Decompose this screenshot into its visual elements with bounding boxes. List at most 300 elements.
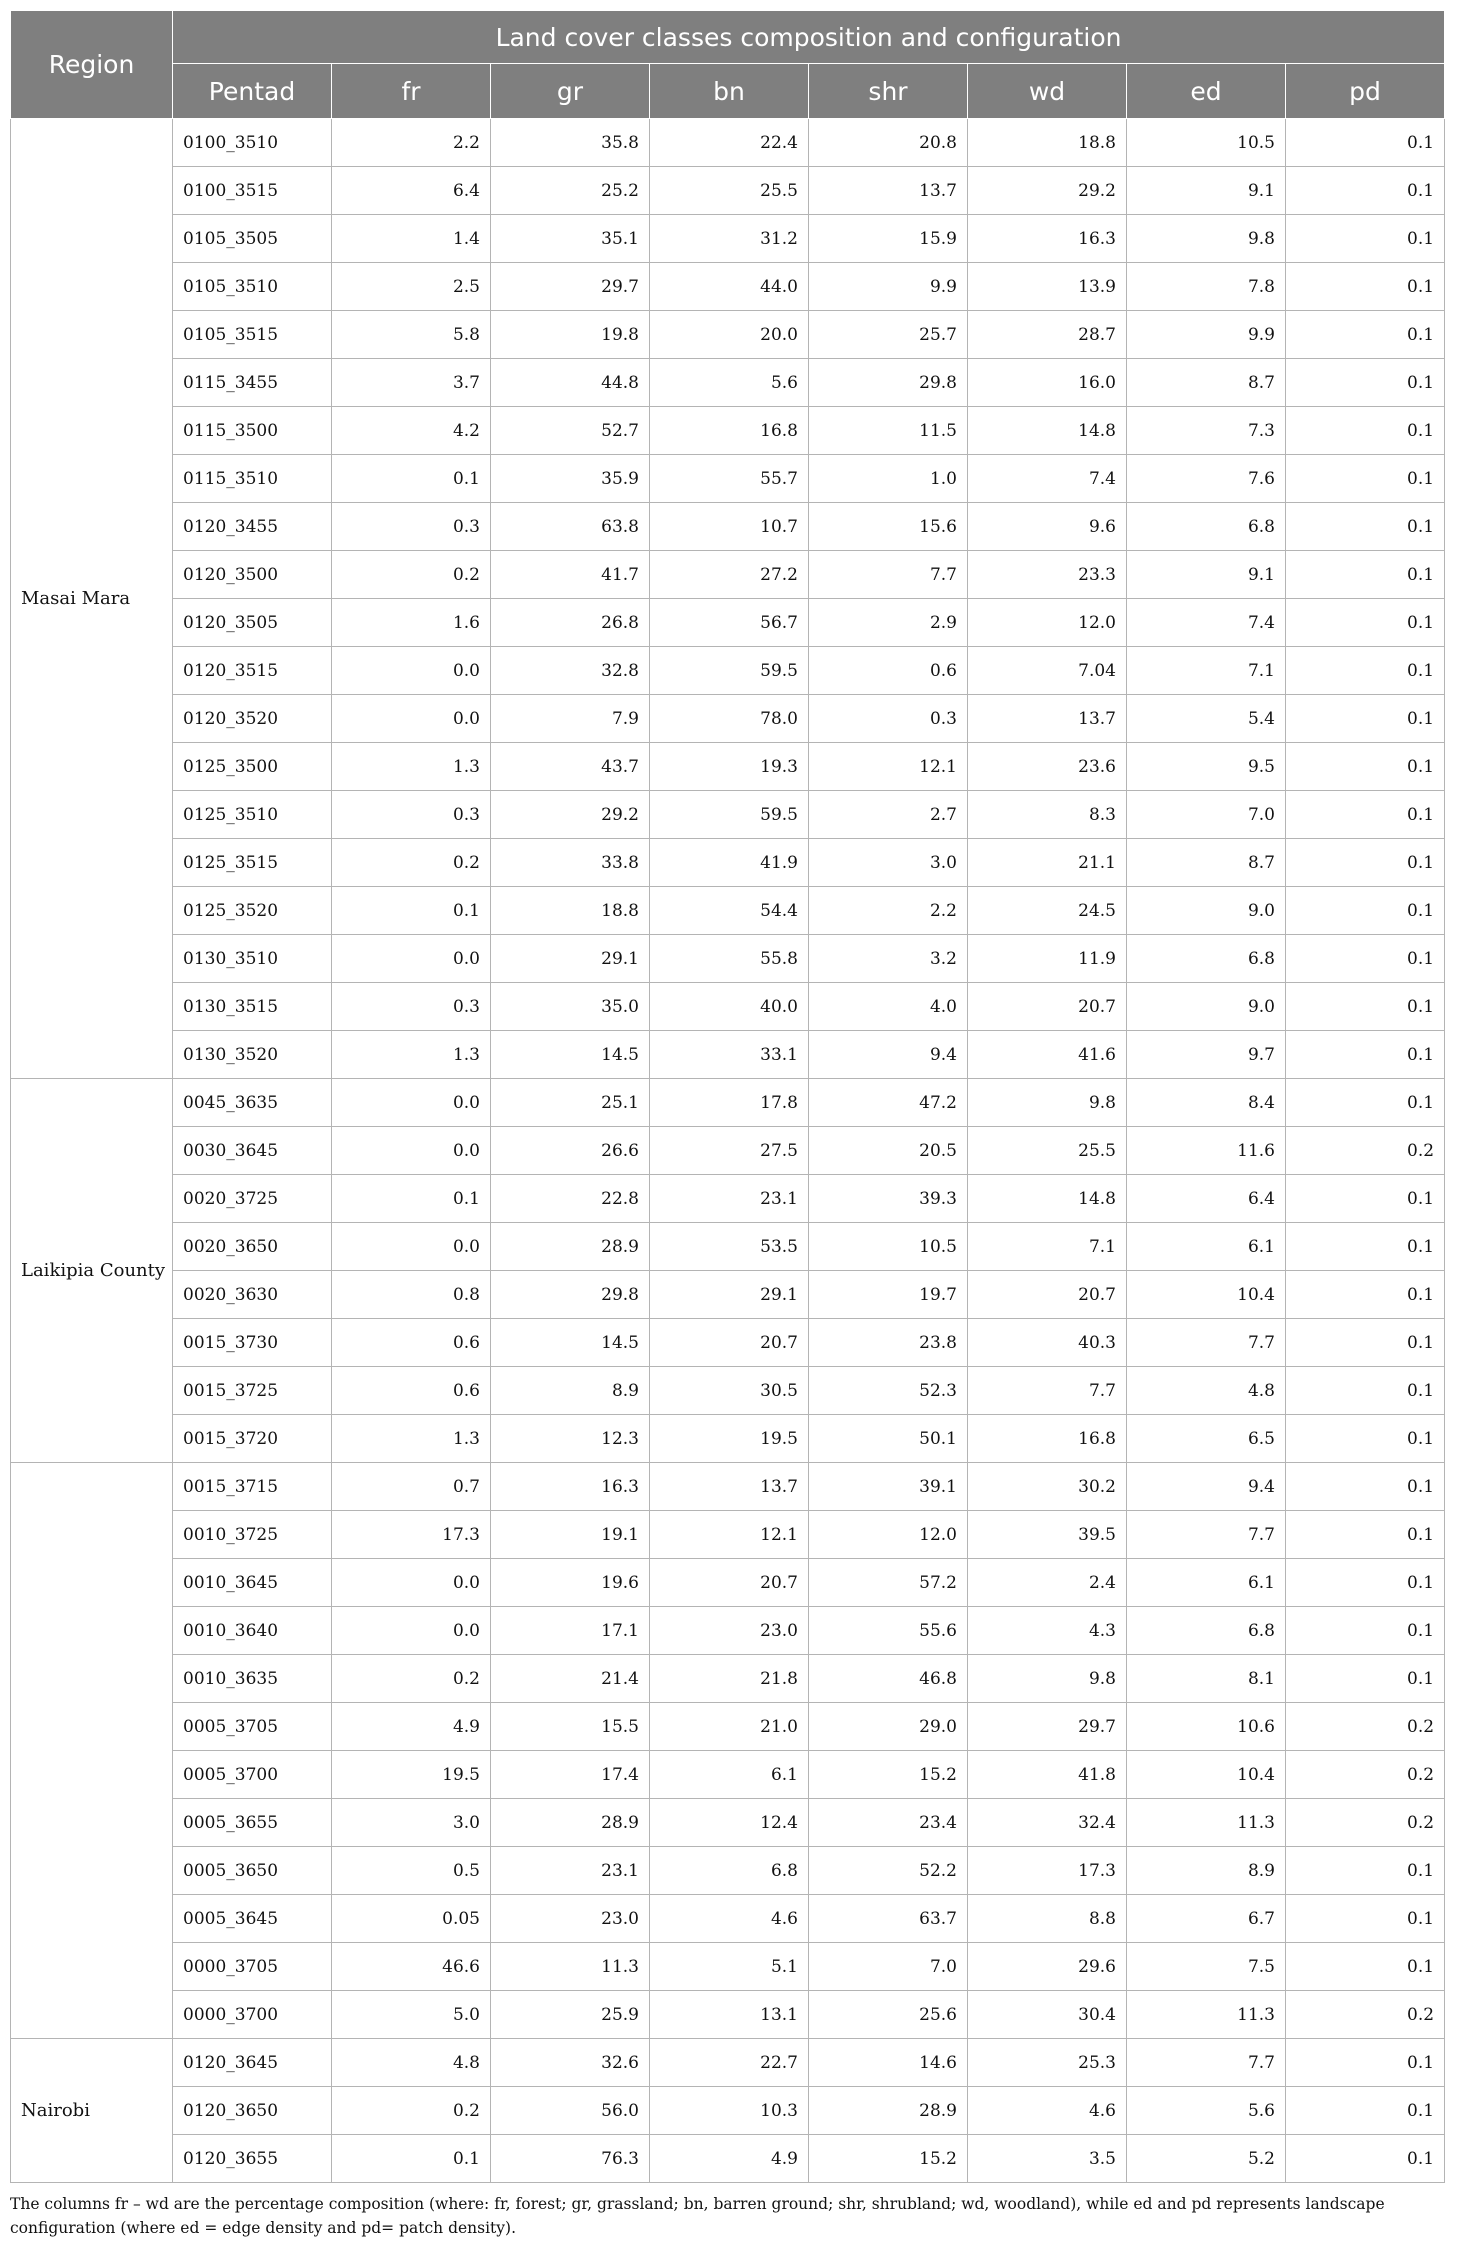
pentad-cell: 0125_3510 [173,791,332,839]
table-row [11,1607,1445,1655]
value-cell-gr: 7.9 [491,695,650,743]
value-cell-shr: 29.0 [809,1703,968,1751]
value-cell-gr: 29.7 [491,263,650,311]
pentad-cell: 0020_3725 [173,1175,332,1223]
table-row [11,2039,1445,2087]
value-cell-fr: 0.2 [332,839,491,887]
value-cell-shr: 1.0 [809,455,968,503]
pentad-cell: 0000_3705 [173,1943,332,1991]
value-cell-shr: 9.9 [809,263,968,311]
value-cell-ed: 6.7 [1127,1895,1286,1943]
value-cell-ed: 11.3 [1127,1991,1286,2039]
value-cell-shr: 20.8 [809,119,968,167]
pentad-cell: 0120_3655 [173,2135,332,2183]
value-cell-wd: 20.7 [968,983,1127,1031]
value-cell-fr: 4.8 [332,2039,491,2087]
value-cell-fr: 0.3 [332,503,491,551]
value-cell-ed: 11.6 [1127,1127,1286,1175]
value-cell-ed: 4.8 [1127,1367,1286,1415]
value-cell-wd: 17.3 [968,1847,1127,1895]
value-cell-ed: 6.4 [1127,1175,1286,1223]
value-cell-pd: 0.1 [1286,119,1445,167]
pentad-cell: 0105_3510 [173,263,332,311]
value-cell-wd: 32.4 [968,1799,1127,1847]
value-cell-bn: 13.1 [650,1991,809,2039]
value-cell-fr: 0.1 [332,455,491,503]
value-cell-ed: 7.4 [1127,599,1286,647]
value-cell-gr: 76.3 [491,2135,650,2183]
value-cell-ed: 9.1 [1127,551,1286,599]
column-header-pd: pd [1286,64,1445,119]
table-row [11,1223,1445,1271]
value-cell-fr: 5.8 [332,311,491,359]
value-cell-pd: 0.1 [1286,551,1445,599]
table-row [11,1895,1445,1943]
pentad-cell: 0005_3700 [173,1751,332,1799]
value-cell-ed: 10.4 [1127,1751,1286,1799]
value-cell-wd: 23.3 [968,551,1127,599]
table-row [11,2135,1445,2183]
value-cell-shr: 9.4 [809,1031,968,1079]
table-header [11,11,1445,119]
value-cell-fr: 0.6 [332,1367,491,1415]
column-header-gr: gr [491,64,650,119]
value-cell-bn: 6.1 [650,1751,809,1799]
value-cell-bn: 17.8 [650,1079,809,1127]
value-cell-shr: 28.9 [809,2087,968,2135]
value-cell-wd: 18.8 [968,119,1127,167]
value-cell-wd: 9.6 [968,503,1127,551]
value-cell-pd: 0.1 [1286,1943,1445,1991]
table-row [11,1991,1445,2039]
table-row [11,1175,1445,1223]
value-cell-gr: 28.9 [491,1799,650,1847]
value-cell-shr: 15.9 [809,215,968,263]
value-cell-ed: 8.4 [1127,1079,1286,1127]
value-cell-wd: 12.0 [968,599,1127,647]
value-cell-ed: 7.0 [1127,791,1286,839]
value-cell-wd: 8.8 [968,1895,1127,1943]
value-cell-gr: 17.1 [491,1607,650,1655]
value-cell-bn: 5.6 [650,359,809,407]
value-cell-fr: 17.3 [332,1511,491,1559]
table-row [11,1511,1445,1559]
value-cell-wd: 7.04 [968,647,1127,695]
value-cell-wd: 13.9 [968,263,1127,311]
pentad-cell: 0115_3455 [173,359,332,407]
value-cell-pd: 0.1 [1286,1271,1445,1319]
value-cell-pd: 0.1 [1286,359,1445,407]
value-cell-bn: 19.3 [650,743,809,791]
pentad-cell: 0120_3500 [173,551,332,599]
value-cell-ed: 9.0 [1127,983,1286,1031]
value-cell-gr: 14.5 [491,1319,650,1367]
pentad-cell: 0120_3515 [173,647,332,695]
value-cell-gr: 35.0 [491,983,650,1031]
value-cell-pd: 0.1 [1286,263,1445,311]
value-cell-shr: 4.0 [809,983,968,1031]
table-row [11,359,1445,407]
pentad-cell: 0120_3645 [173,2039,332,2087]
value-cell-bn: 12.1 [650,1511,809,1559]
table-row [11,839,1445,887]
value-cell-bn: 4.9 [650,2135,809,2183]
value-cell-fr: 0.0 [332,1559,491,1607]
value-cell-bn: 6.8 [650,1847,809,1895]
value-cell-wd: 9.8 [968,1079,1127,1127]
value-cell-wd: 16.3 [968,215,1127,263]
table-row [11,1319,1445,1367]
value-cell-fr: 0.0 [332,1223,491,1271]
value-cell-gr: 19.8 [491,311,650,359]
value-cell-bn: 31.2 [650,215,809,263]
value-cell-bn: 13.7 [650,1463,809,1511]
value-cell-wd: 8.3 [968,791,1127,839]
pentad-cell: 0010_3725 [173,1511,332,1559]
value-cell-ed: 7.8 [1127,263,1286,311]
value-cell-pd: 0.1 [1286,167,1445,215]
value-cell-pd: 0.1 [1286,1367,1445,1415]
value-cell-pd: 0.1 [1286,215,1445,263]
pentad-cell: 0005_3650 [173,1847,332,1895]
table-row [11,1847,1445,1895]
value-cell-ed: 8.9 [1127,1847,1286,1895]
value-cell-pd: 0.1 [1286,1847,1445,1895]
value-cell-pd: 0.2 [1286,1127,1445,1175]
pentad-cell: 0130_3515 [173,983,332,1031]
value-cell-gr: 25.2 [491,167,650,215]
table-row [11,887,1445,935]
value-cell-wd: 3.5 [968,2135,1127,2183]
value-cell-ed: 7.5 [1127,1943,1286,1991]
pentad-cell: 0000_3700 [173,1991,332,2039]
value-cell-pd: 0.1 [1286,1175,1445,1223]
value-cell-gr: 19.1 [491,1511,650,1559]
value-cell-ed: 10.4 [1127,1271,1286,1319]
value-cell-shr: 15.2 [809,2135,968,2183]
value-cell-fr: 1.3 [332,1031,491,1079]
value-cell-pd: 0.1 [1286,983,1445,1031]
pentad-cell: 0100_3515 [173,167,332,215]
value-cell-pd: 0.1 [1286,887,1445,935]
value-cell-fr: 6.4 [332,167,491,215]
table-row [11,1463,1445,1511]
value-cell-pd: 0.2 [1286,1991,1445,2039]
value-cell-bn: 44.0 [650,263,809,311]
value-cell-fr: 1.3 [332,743,491,791]
value-cell-bn: 53.5 [650,1223,809,1271]
value-cell-gr: 29.2 [491,791,650,839]
value-cell-gr: 19.6 [491,1559,650,1607]
pentad-cell: 0115_3510 [173,455,332,503]
pentad-cell: 0125_3520 [173,887,332,935]
value-cell-fr: 0.0 [332,695,491,743]
value-cell-shr: 2.9 [809,599,968,647]
column-header-bn: bn [650,64,809,119]
value-cell-pd: 0.1 [1286,743,1445,791]
value-cell-ed: 7.7 [1127,1511,1286,1559]
table-row [11,215,1445,263]
pentad-cell: 0030_3645 [173,1127,332,1175]
pentad-cell: 0120_3650 [173,2087,332,2135]
value-cell-fr: 0.5 [332,1847,491,1895]
value-cell-fr: 0.2 [332,1655,491,1703]
table-row [11,2087,1445,2135]
region-cell: Masai Mara [11,119,173,1079]
value-cell-wd: 28.7 [968,311,1127,359]
value-cell-pd: 0.1 [1286,2087,1445,2135]
value-cell-fr: 0.0 [332,935,491,983]
value-cell-fr: 0.2 [332,551,491,599]
table-row [11,551,1445,599]
pentad-cell: 0015_3720 [173,1415,332,1463]
value-cell-ed: 9.0 [1127,887,1286,935]
table-row [11,1655,1445,1703]
value-cell-shr: 0.3 [809,695,968,743]
pentad-cell: 0005_3705 [173,1703,332,1751]
value-cell-ed: 8.7 [1127,839,1286,887]
value-cell-gr: 56.0 [491,2087,650,2135]
value-cell-gr: 16.3 [491,1463,650,1511]
value-cell-bn: 41.9 [650,839,809,887]
value-cell-fr: 4.2 [332,407,491,455]
pentad-cell: 0120_3505 [173,599,332,647]
value-cell-ed: 10.6 [1127,1703,1286,1751]
pentad-cell: 0015_3715 [173,1463,332,1511]
table-row [11,983,1445,1031]
value-cell-pd: 0.1 [1286,311,1445,359]
value-cell-pd: 0.1 [1286,599,1445,647]
table-row [11,1079,1445,1127]
region-header: Region [11,11,173,119]
value-cell-ed: 9.8 [1127,215,1286,263]
value-cell-bn: 55.8 [650,935,809,983]
table-row [11,743,1445,791]
value-cell-shr: 39.3 [809,1175,968,1223]
pentad-cell: 0005_3645 [173,1895,332,1943]
value-cell-fr: 0.6 [332,1319,491,1367]
value-cell-fr: 0.2 [332,2087,491,2135]
value-cell-pd: 0.1 [1286,2039,1445,2087]
value-cell-pd: 0.1 [1286,1319,1445,1367]
table-row [11,119,1445,167]
value-cell-gr: 33.8 [491,839,650,887]
value-cell-pd: 0.1 [1286,791,1445,839]
value-cell-gr: 17.4 [491,1751,650,1799]
value-cell-ed: 9.1 [1127,167,1286,215]
value-cell-bn: 40.0 [650,983,809,1031]
table-row [11,1415,1445,1463]
region-cell: Laikipia County [11,1079,173,1463]
value-cell-shr: 3.2 [809,935,968,983]
value-cell-pd: 0.1 [1286,407,1445,455]
pentad-cell: 0005_3655 [173,1799,332,1847]
value-cell-ed: 8.7 [1127,359,1286,407]
table-row [11,935,1445,983]
value-cell-shr: 12.1 [809,743,968,791]
value-cell-pd: 0.1 [1286,839,1445,887]
value-cell-pd: 0.1 [1286,1223,1445,1271]
value-cell-wd: 14.8 [968,1175,1127,1223]
value-cell-ed: 9.4 [1127,1463,1286,1511]
pentad-cell: 0105_3515 [173,311,332,359]
pentad-cell: 0130_3520 [173,1031,332,1079]
value-cell-shr: 11.5 [809,407,968,455]
value-cell-pd: 0.1 [1286,2135,1445,2183]
value-cell-bn: 29.1 [650,1271,809,1319]
value-cell-pd: 0.2 [1286,1751,1445,1799]
value-cell-shr: 15.6 [809,503,968,551]
pentad-cell: 0045_3635 [173,1079,332,1127]
table-row [11,1271,1445,1319]
value-cell-gr: 63.8 [491,503,650,551]
value-cell-wd: 25.3 [968,2039,1127,2087]
value-cell-wd: 7.7 [968,1367,1127,1415]
table-row [11,1367,1445,1415]
value-cell-gr: 26.6 [491,1127,650,1175]
value-cell-gr: 44.8 [491,359,650,407]
value-cell-fr: 0.0 [332,1607,491,1655]
value-cell-gr: 18.8 [491,887,650,935]
value-cell-ed: 6.1 [1127,1559,1286,1607]
value-cell-ed: 7.7 [1127,1319,1286,1367]
value-cell-wd: 24.5 [968,887,1127,935]
value-cell-gr: 28.9 [491,1223,650,1271]
value-cell-gr: 11.3 [491,1943,650,1991]
value-cell-gr: 21.4 [491,1655,650,1703]
value-cell-wd: 7.1 [968,1223,1127,1271]
value-cell-wd: 29.6 [968,1943,1127,1991]
value-cell-ed: 6.8 [1127,935,1286,983]
value-cell-wd: 13.7 [968,695,1127,743]
value-cell-wd: 39.5 [968,1511,1127,1559]
value-cell-fr: 1.6 [332,599,491,647]
value-cell-fr: 0.8 [332,1271,491,1319]
value-cell-shr: 25.6 [809,1991,968,2039]
value-cell-shr: 23.4 [809,1799,968,1847]
column-header-fr: fr [332,64,491,119]
value-cell-ed: 9.7 [1127,1031,1286,1079]
value-cell-bn: 20.7 [650,1559,809,1607]
table-row [11,599,1445,647]
value-cell-gr: 52.7 [491,407,650,455]
value-cell-bn: 59.5 [650,791,809,839]
value-cell-shr: 29.8 [809,359,968,407]
value-cell-wd: 41.8 [968,1751,1127,1799]
value-cell-wd: 30.2 [968,1463,1127,1511]
pentad-cell: 0100_3510 [173,119,332,167]
pentad-cell: 0020_3650 [173,1223,332,1271]
table-row [11,167,1445,215]
table-row [11,263,1445,311]
value-cell-shr: 15.2 [809,1751,968,1799]
value-cell-gr: 29.8 [491,1271,650,1319]
region-cell [11,1463,173,2039]
value-cell-pd: 0.1 [1286,1463,1445,1511]
value-cell-bn: 33.1 [650,1031,809,1079]
table-row [11,695,1445,743]
value-cell-gr: 15.5 [491,1703,650,1751]
value-cell-bn: 19.5 [650,1415,809,1463]
land-cover-table [10,10,1445,2183]
value-cell-fr: 0.1 [332,1175,491,1223]
value-cell-bn: 22.4 [650,119,809,167]
value-cell-fr: 0.3 [332,791,491,839]
table-row [11,311,1445,359]
pentad-cell: 0105_3505 [173,215,332,263]
value-cell-gr: 35.1 [491,215,650,263]
value-cell-fr: 19.5 [332,1751,491,1799]
value-cell-pd: 0.1 [1286,1559,1445,1607]
value-cell-fr: 0.1 [332,887,491,935]
value-cell-wd: 7.4 [968,455,1127,503]
value-cell-wd: 29.2 [968,167,1127,215]
value-cell-fr: 0.0 [332,1079,491,1127]
value-cell-pd: 0.1 [1286,455,1445,503]
table-row [11,503,1445,551]
value-cell-shr: 52.2 [809,1847,968,1895]
value-cell-wd: 4.6 [968,2087,1127,2135]
value-cell-gr: 14.5 [491,1031,650,1079]
value-cell-ed: 11.3 [1127,1799,1286,1847]
value-cell-bn: 23.1 [650,1175,809,1223]
value-cell-shr: 20.5 [809,1127,968,1175]
pentad-cell: 0015_3725 [173,1367,332,1415]
value-cell-bn: 10.7 [650,503,809,551]
value-cell-pd: 0.1 [1286,1511,1445,1559]
value-cell-fr: 0.1 [332,2135,491,2183]
value-cell-shr: 23.8 [809,1319,968,1367]
value-cell-pd: 0.1 [1286,1655,1445,1703]
value-cell-fr: 2.5 [332,263,491,311]
value-cell-wd: 2.4 [968,1559,1127,1607]
value-cell-wd: 25.5 [968,1127,1127,1175]
table-row [11,1943,1445,1991]
value-cell-shr: 7.7 [809,551,968,599]
value-cell-wd: 14.8 [968,407,1127,455]
pentad-cell: 0020_3630 [173,1271,332,1319]
table-row [11,1703,1445,1751]
value-cell-gr: 41.7 [491,551,650,599]
pentad-cell: 0125_3515 [173,839,332,887]
value-cell-pd: 0.1 [1286,1895,1445,1943]
table-row [11,1751,1445,1799]
value-cell-gr: 22.8 [491,1175,650,1223]
value-cell-fr: 2.2 [332,119,491,167]
value-cell-shr: 0.6 [809,647,968,695]
table-row [11,1127,1445,1175]
value-cell-wd: 20.7 [968,1271,1127,1319]
table-row [11,647,1445,695]
value-cell-bn: 4.6 [650,1895,809,1943]
value-cell-fr: 1.4 [332,215,491,263]
value-cell-fr: 5.0 [332,1991,491,2039]
value-cell-shr: 12.0 [809,1511,968,1559]
table-row [11,791,1445,839]
value-cell-bn: 16.8 [650,407,809,455]
value-cell-bn: 27.5 [650,1127,809,1175]
table-body [11,119,1445,2183]
value-cell-bn: 78.0 [650,695,809,743]
value-cell-wd: 9.8 [968,1655,1127,1703]
value-cell-gr: 35.9 [491,455,650,503]
table-row [11,407,1445,455]
value-cell-shr: 39.1 [809,1463,968,1511]
value-cell-ed: 9.5 [1127,743,1286,791]
value-cell-fr: 4.9 [332,1703,491,1751]
value-cell-bn: 59.5 [650,647,809,695]
value-cell-bn: 23.0 [650,1607,809,1655]
